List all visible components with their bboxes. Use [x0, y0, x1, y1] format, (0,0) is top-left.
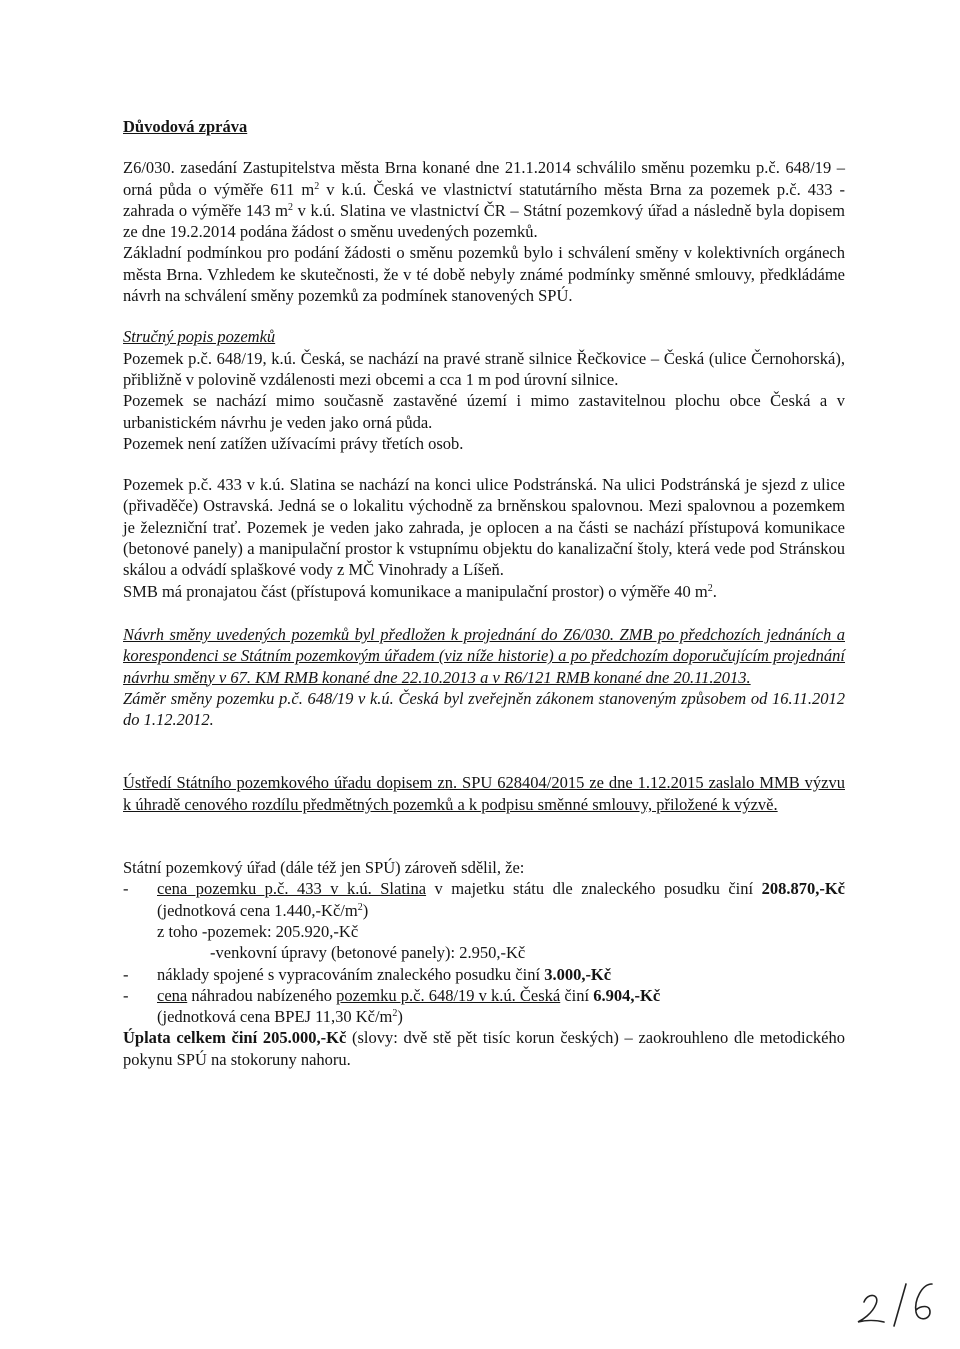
- section-heading: Stručný popis pozemků: [123, 327, 276, 347]
- breakdown-line-1: z toho -pozemek: 205.920,-Kč: [157, 921, 359, 941]
- history-note: Návrh směny uvedených pozemků byl předložen k projednání do Z6/030. ZMB po předchozích jednáních a korespondenci se Státním pozemkovým úřadem (viz níže historie) a po předchozím doporučujícím projednání návrhu směny v 67. KM RMB konané dne 22.10.2013 a v R6/121 RMB konané dne 20.11.2013.: [123, 624, 845, 687]
- list-item: - cena pozemku p.č. 433 v k.ú. Slatina v majetku státu dle znaleckého posudku činí 208.870,-Kč (jednotková cena $1.440,-Kč/m^2$) z toho -pozemek: 205.920,-Kč -venkovní úpravy (betonové panely): 2.950,-Kč: [123, 879, 845, 963]
- document-body: [123, 116, 845, 1070]
- smb-lease: SMB má pronajatou část (přístupová komunikace a manipulační prostor) o výměře 40 $m^2$.: [123, 581, 717, 601]
- paragraph-conditions: Základní podmínkou pro podání žádosti o směnu pozemků bylo i schválení směny v kolektivních orgánech města Brna. Vzhledem ke skutečnosti, že v té době nebyly známé podmínky směnné smlouvy, předkládáme návrh na schválení směny pozemků za podmínek stanovených SPÚ.: [123, 243, 845, 306]
- pozemek1-line1: Pozemek p.č. 648/19, k.ú. Česká, se nachází na pravé straně silnice Řečkovice – Česká (ulice Černohorská), přibližně v polovině vzdálenosti mezi obcemi a cca 1 m pod úrovní silnice.: [123, 348, 845, 389]
- paragraph-intro: Z6/030. zasedání Zastupitelstva města Brna konané dne 21.1.2014 schválilo směnu pozemku p.č. 648/19 – orná půda o výměře 611 $m^2$ v k.ú. Česká ve vlastnictví statutárního města Brna za pozemek p.č. 433 - zahrada o výměře 143 $m^2$ v k.ú. Slatina ve vlastnictví ČR – Státní pozemkový úřad a následně byla dopisem ze dne 19.2.2014 podána žádost o směnu uvedených pozemků.: [123, 158, 845, 242]
- pozemek1-line3: Pozemek není zatížen užívacími právy třetích osob.: [123, 433, 464, 453]
- handwritten-page-number: [850, 1270, 945, 1330]
- list-item: - cena náhradou nabízeného pozemku p.č. 648/19 v k.ú. Česká činí 6.904,-Kč (jednotková cena BPEJ 11,30 $Kč/m^2$): [123, 985, 845, 1028]
- price-list: [123, 878, 845, 1027]
- spu-letter: Ústředí Státního pozemkového úřadu dopisem zn. SPU 628404/2015 ze dne 1.12.2015 zaslalo MMB výzvu k úhradě cenového rozdílu předmětných pozemků a k podpisu směnné smlouvy, přiložené k výzvě.: [123, 773, 845, 814]
- payment-total: Úplata celkem činí 205.000,-Kč (slovy: dvě stě pět tisíc korun českých) – zaokrouhleno dle metodického pokynu SPÚ na stokoruny nahoru.: [123, 1028, 846, 1069]
- document-title: Důvodová zpráva: [123, 117, 248, 136]
- spu-intro: Státní pozemkový úřad (dále též jen SPÚ) zároveň sdělil, že:: [123, 858, 525, 878]
- pozemek1-line2: Pozemek se nachází mimo současně zastavěné území i mimo zastavitelnou plochu obce Česká a v urbanistickém návrhu je veden jako orná půda.: [123, 391, 845, 432]
- publication-note: Záměr směny pozemku p.č. 648/19 v k.ú. Česká byl zveřejněn zákonem stanoveným způsobem od 16.11.2012 do 1.12.2012.: [123, 688, 845, 730]
- unit-price-line: (jednotková cena BPEJ 11,30 $Kč/m^2$): [157, 1007, 403, 1027]
- pozemek2-description: Pozemek p.č. 433 v k.ú. Slatina se nachází na konci ulice Podstránská. Na ulici Podstránská je sjezd z ulice (přivaděče) Ostravská. Jedná se o lokalitu východně za brněnskou spalovnou. Mezi spalovnou a pozemkem je železniční trať. Pozemek je veden jako zahrada, je oplocen a na části se nachází přístupová komunikace (betonové panely) a manipulační prostor k vstupnímu objektu do kanalizační štoly, která vede pod Stránskou skálou a odvádí splaškové vody z MČ Vinohrady a Líšeň.: [123, 475, 845, 580]
- list-item: - náklady spojené s vypracováním znaleckého posudku činí 3.000,-Kč: [123, 964, 612, 984]
- breakdown-line-2: -venkovní úpravy (betonové panely): 2.950,-Kč: [210, 943, 526, 963]
